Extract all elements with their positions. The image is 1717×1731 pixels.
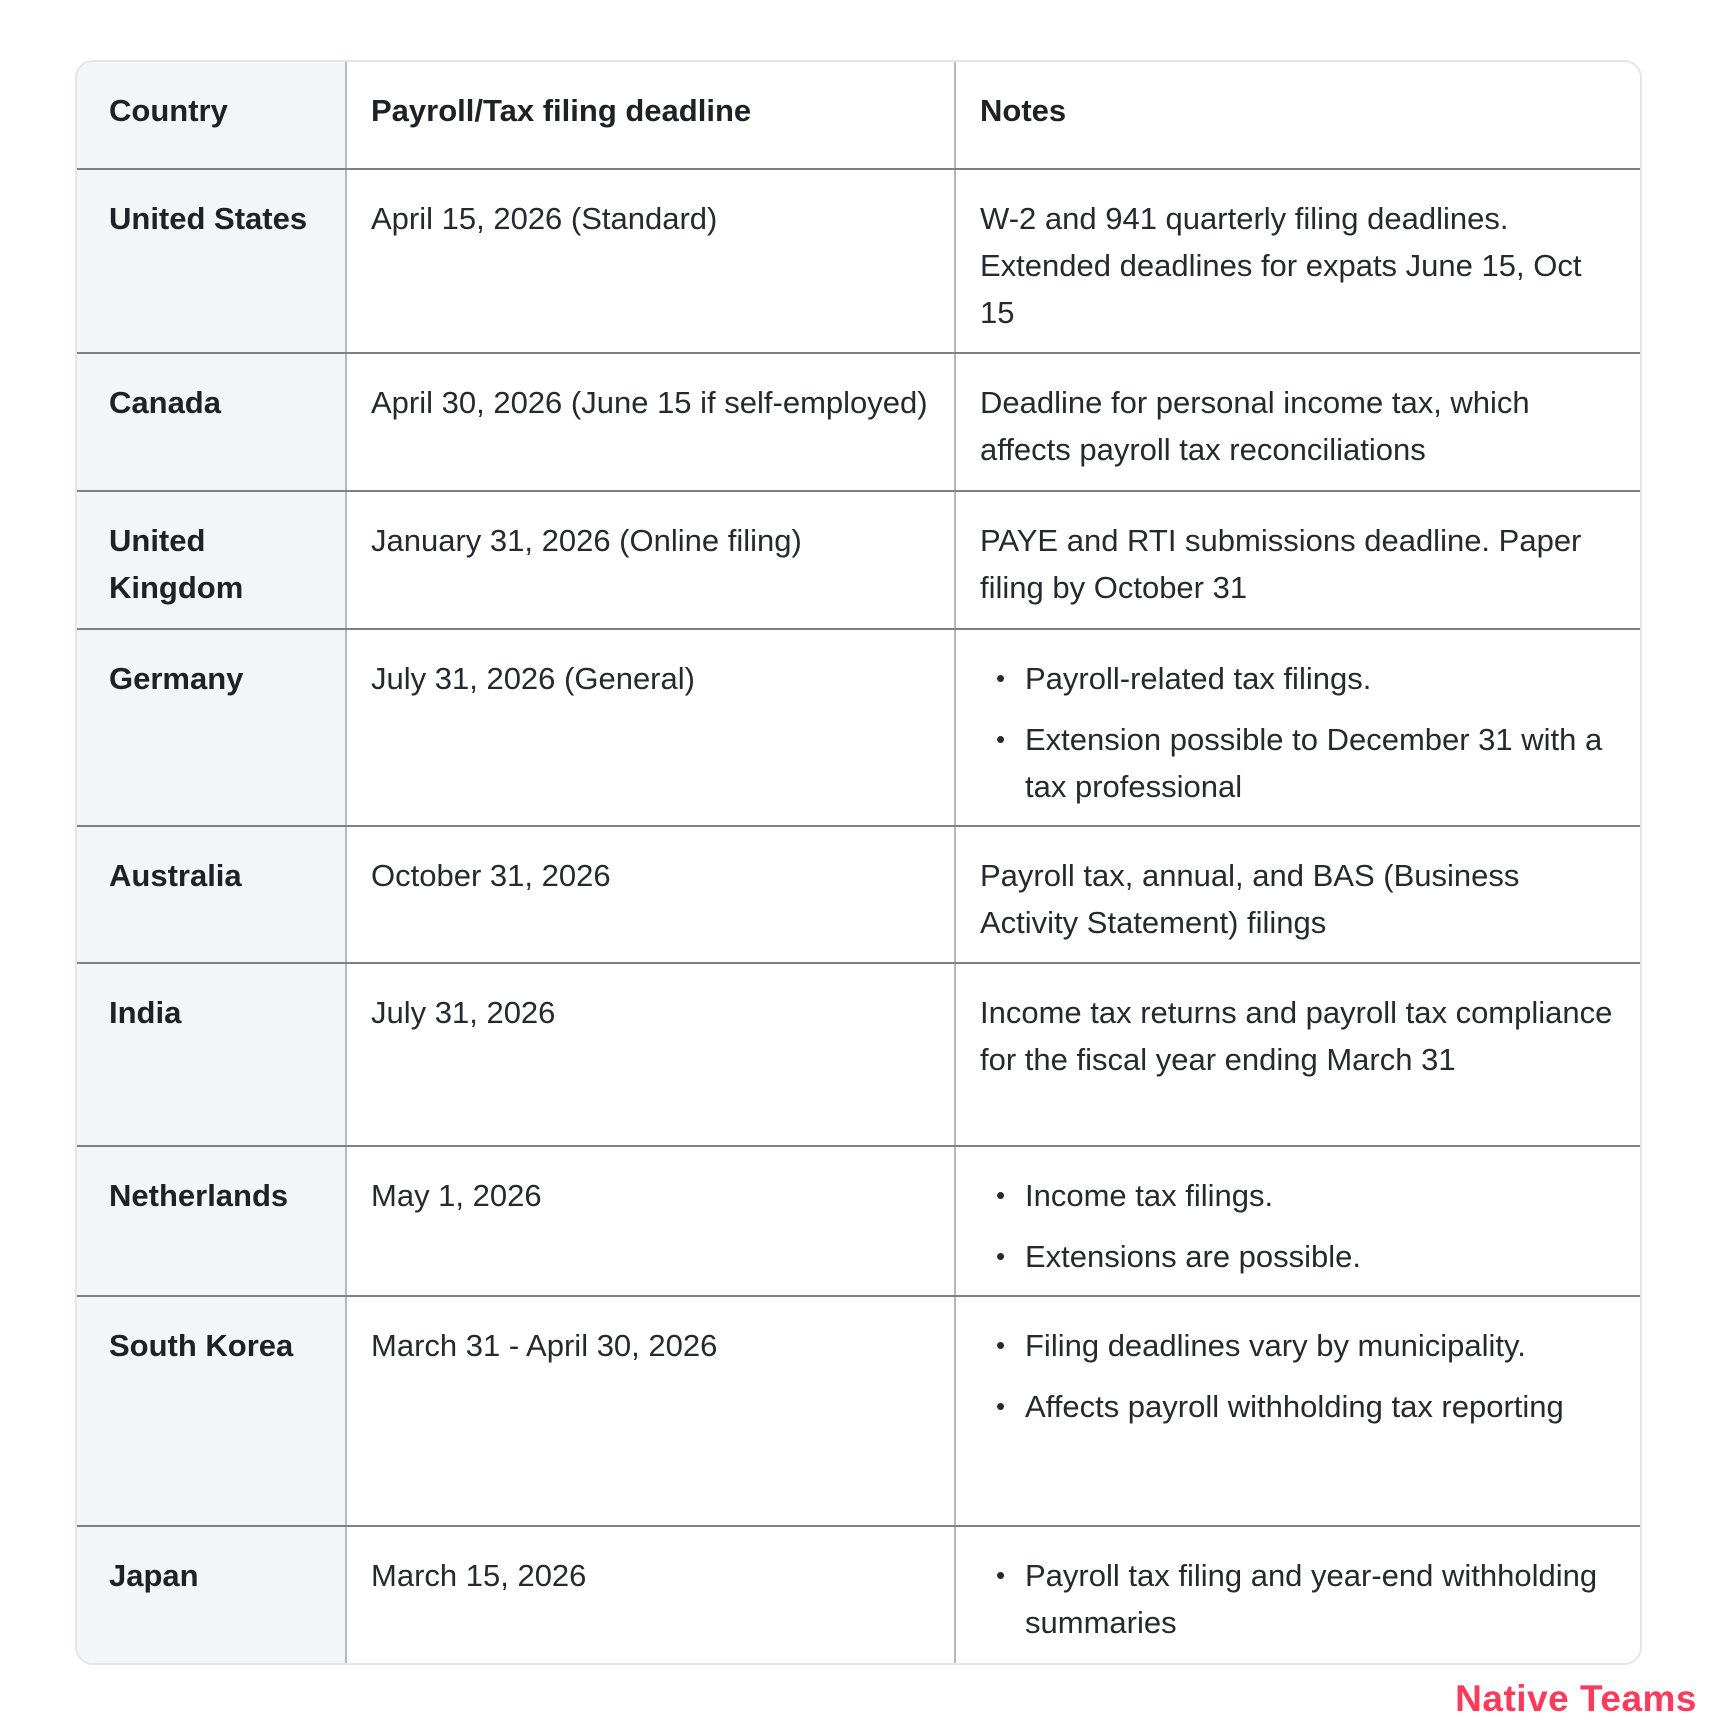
country-cell: United States (77, 170, 345, 352)
notes-cell (954, 964, 1640, 1145)
note-bullet: • Extension possible to December 31 with a tax professional (992, 716, 1616, 810)
notes-cell (954, 492, 1640, 628)
deadline-cell: April 30, 2026 (June 15 if self-employed) (345, 354, 954, 490)
notes-cell (954, 1297, 1640, 1525)
country-cell: South Korea (77, 1297, 345, 1525)
note-bullet: • Payroll tax filing and year-end withholding summaries (992, 1552, 1616, 1646)
column-header-deadline: Payroll/Tax filing deadline (345, 62, 954, 168)
notes-cell (954, 170, 1640, 352)
notes-cell (954, 1147, 1640, 1295)
note-bullet: • Income tax filings. (992, 1172, 1616, 1219)
note-bullet: • Filing deadlines vary by municipality. (992, 1322, 1616, 1369)
table-row (77, 1525, 1640, 1663)
deadline-cell: July 31, 2026 (General) (345, 630, 954, 825)
note-bullet: • Payroll-related tax filings. (992, 655, 1616, 702)
deadline-cell: July 31, 2026 (345, 964, 954, 1145)
deadlines-table (75, 60, 1642, 1665)
country-cell: Netherlands (77, 1147, 345, 1295)
deadline-cell: January 31, 2026 (Online filing) (345, 492, 954, 628)
deadline-cell: April 15, 2026 (Standard) (345, 170, 954, 352)
deadline-cell: May 1, 2026 (345, 1147, 954, 1295)
note-bullet: • Extensions are possible. (992, 1233, 1616, 1280)
deadline-cell: March 31 - April 30, 2026 (345, 1297, 954, 1525)
column-header-notes: Notes (954, 62, 1640, 168)
country-cell: Germany (77, 630, 345, 825)
table-row (77, 490, 1640, 628)
table-row (77, 168, 1640, 352)
note-text: W-2 and 941 quarterly filing deadlines. Extended deadlines for expats June 15, Oct 15 (980, 201, 1582, 330)
country-cell: Canada (77, 354, 345, 490)
note-text: Income tax returns and payroll tax compliance for the fiscal year ending March 31 (980, 995, 1613, 1077)
table-header-row (77, 62, 1640, 168)
deadline-cell: October 31, 2026 (345, 827, 954, 962)
notes-cell (954, 630, 1640, 825)
notes-cell (954, 827, 1640, 962)
native-teams-logo: Native Teams (1455, 1678, 1697, 1719)
table-row (77, 1145, 1640, 1295)
table-row (77, 1295, 1640, 1525)
table-row (77, 352, 1640, 490)
notes-cell (954, 354, 1640, 490)
note-text: Deadline for personal income tax, which affects payroll tax reconciliations (980, 385, 1530, 467)
notes-cell (954, 1527, 1640, 1663)
note-text: Payroll tax, annual, and BAS (Business Activity Statement) filings (980, 858, 1520, 940)
country-cell: Japan (77, 1527, 345, 1663)
note-bullet-list (980, 655, 1616, 810)
table-row (77, 825, 1640, 962)
note-bullet-list (980, 1172, 1616, 1280)
note-text: PAYE and RTI submissions deadline. Paper filing by October 31 (980, 523, 1582, 605)
table-row (77, 628, 1640, 825)
deadline-cell: March 15, 2026 (345, 1527, 954, 1663)
note-bullet: • Affects payroll withholding tax reporting (992, 1383, 1616, 1430)
column-header-country: Country (77, 62, 345, 168)
note-bullet-list (980, 1322, 1616, 1430)
country-cell: Australia (77, 827, 345, 962)
note-bullet-list (980, 1552, 1616, 1646)
table-row (77, 962, 1640, 1145)
country-cell: United Kingdom (77, 492, 345, 628)
country-cell: India (77, 964, 345, 1145)
